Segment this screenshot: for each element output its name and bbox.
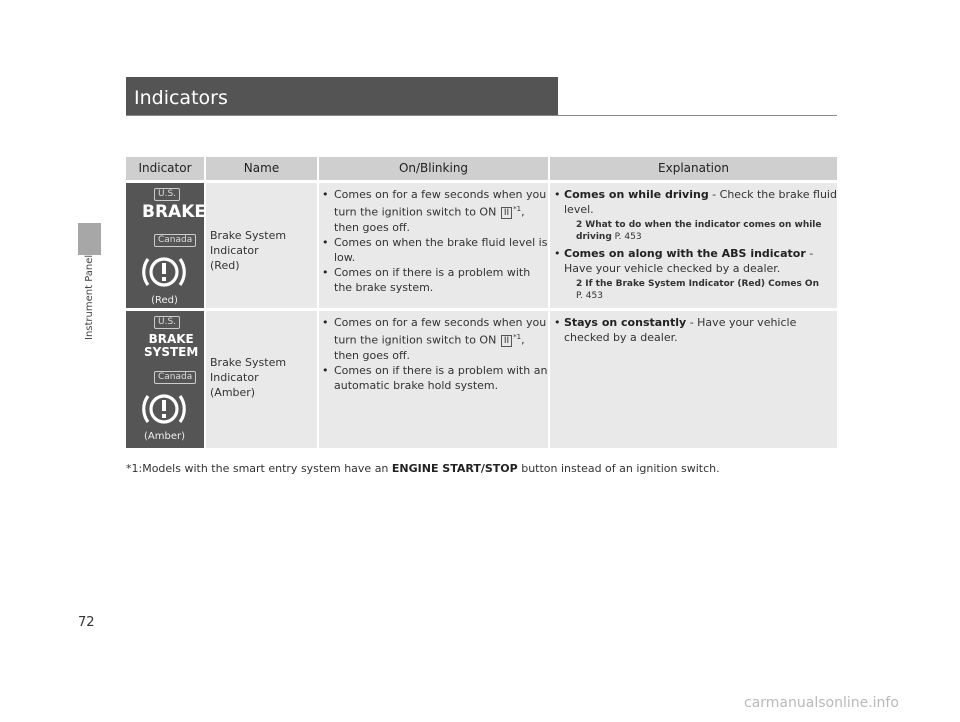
name-line: Brake System <box>210 229 287 242</box>
brake-text-icon: BRAKE <box>142 202 206 222</box>
brake-warning-icon <box>140 388 188 430</box>
indicator-icon-cell <box>126 310 205 449</box>
indicator-icon-cell <box>126 182 205 310</box>
explanation-cell <box>549 310 837 449</box>
table-row <box>126 182 837 310</box>
name-line: Brake System <box>210 356 287 369</box>
name-line: Indicator <box>210 244 259 257</box>
region-tag-us: U.S. <box>154 316 180 329</box>
region-tag-canada: Canada <box>154 371 196 384</box>
col-header-name: Name <box>205 157 318 182</box>
footnote: *1:Models with the smart entry system have an ENGINE START/STOP button instead of an ignition switch. <box>126 462 720 475</box>
explanation-item: • Stays on constantly - Have your vehicle checked by a dealer. <box>554 315 837 345</box>
brake-system-text-icon: BRAKE SYSTEM <box>144 332 199 359</box>
col-header-explanation: Explanation <box>549 157 837 182</box>
list-item: • Comes on if there is a problem with the brake system. <box>332 265 548 295</box>
cross-reference-link[interactable]: 2 If the Brake System Indicator (Red) Comes On P. 453 <box>576 279 819 301</box>
list-item: • Comes on for a few seconds when you turn the ignition switch to ON II $^{*1}$, then goes off. <box>332 315 548 363</box>
heading-bar <box>126 77 558 115</box>
name-line: (Red) <box>210 259 240 272</box>
region-tag-us: U.S. <box>154 188 180 201</box>
indicator-table <box>126 157 837 448</box>
list-item: • Comes on if there is a problem with an automatic brake hold system. <box>332 363 548 393</box>
page-title: Indicators <box>134 87 228 109</box>
list-item: • Comes on when the brake fluid level is low. <box>332 235 548 265</box>
icon-color-label: (Red) <box>151 295 178 306</box>
page-number: 72 <box>78 615 95 630</box>
name-line: Indicator <box>210 371 259 384</box>
table-header-row <box>126 157 837 182</box>
cross-reference-link[interactable]: 2 What to do when the indicator comes on while driving P. 453 <box>576 220 822 242</box>
on-blinking-cell <box>318 182 549 310</box>
section-label: Instrument Panel <box>84 254 95 340</box>
section-tab <box>78 223 101 255</box>
name-line: (Amber) <box>210 386 256 399</box>
brake-warning-icon <box>140 251 188 293</box>
reference-arrow-icon: 2 <box>576 220 583 230</box>
explanation-item: • Comes on while driving - Check the brake fluid level. <box>554 187 837 217</box>
reference-arrow-icon: 2 <box>576 279 583 289</box>
ignition-key-symbol: II <box>501 207 512 219</box>
indicator-name <box>205 182 318 310</box>
watermark: carmanualsonline.info <box>744 695 899 711</box>
icon-color-label: (Amber) <box>144 431 185 442</box>
col-header-indicator: Indicator <box>126 157 205 182</box>
list-item: • Comes on for a few seconds when you turn the ignition switch to ON II $^{*1}$, then goes off. <box>332 187 548 235</box>
heading-rule <box>126 115 837 116</box>
ignition-key-symbol: II <box>501 335 512 347</box>
on-blinking-cell <box>318 310 549 449</box>
explanation-cell <box>549 182 837 310</box>
col-header-on-blinking: On/Blinking <box>318 157 549 182</box>
table-row <box>126 310 837 449</box>
indicator-name <box>205 310 318 449</box>
explanation-item: • Comes on along with the ABS indicator - Have your vehicle checked by a dealer. <box>554 246 837 276</box>
region-tag-canada: Canada <box>154 234 196 247</box>
